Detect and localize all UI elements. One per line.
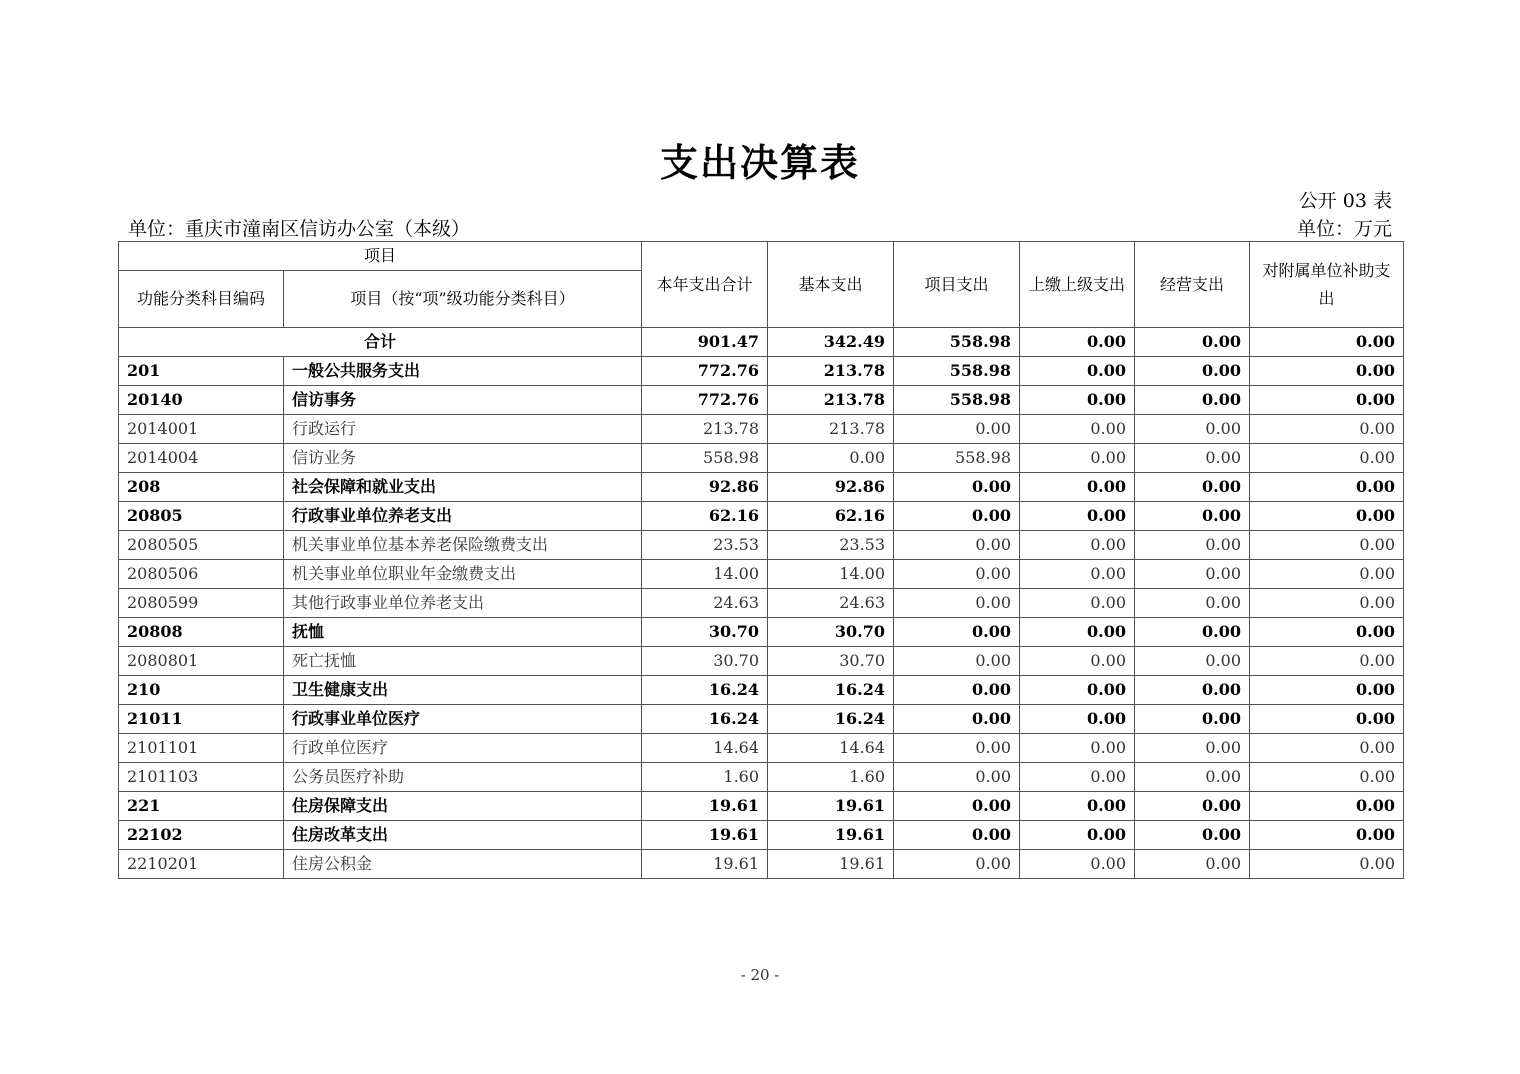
row-code: 2101103 <box>119 763 284 792</box>
row-value: 62.16 <box>642 502 768 531</box>
table-row <box>119 444 1404 473</box>
row-name: 其他行政事业单位养老支出 <box>284 589 642 618</box>
row-value: 0.00 <box>1135 705 1250 734</box>
row-value: 30.70 <box>642 618 768 647</box>
row-value: 0.00 <box>1135 502 1250 531</box>
row-value: 0.00 <box>1135 821 1250 850</box>
total-cell: 0.00 <box>1250 328 1404 357</box>
table-row <box>119 386 1404 415</box>
organization-unit: 单位：重庆市潼南区信访办公室（本级） <box>128 218 471 240</box>
row-value: 0.00 <box>894 589 1020 618</box>
row-name: 住房公积金 <box>284 850 642 879</box>
row-code: 2080801 <box>119 647 284 676</box>
row-value: 0.00 <box>1250 589 1404 618</box>
row-value: 0.00 <box>768 444 894 473</box>
row-value: 0.00 <box>1135 560 1250 589</box>
row-name: 行政事业单位养老支出 <box>284 502 642 531</box>
row-value: 19.61 <box>642 792 768 821</box>
row-value: 0.00 <box>1250 357 1404 386</box>
total-cell: 0.00 <box>1135 328 1250 357</box>
row-value: 0.00 <box>894 792 1020 821</box>
row-value: 0.00 <box>1250 676 1404 705</box>
row-value: 0.00 <box>1020 821 1135 850</box>
row-code: 20140 <box>119 386 284 415</box>
row-value: 0.00 <box>1020 618 1135 647</box>
total-cell: 901.47 <box>642 328 768 357</box>
row-value: 16.24 <box>768 705 894 734</box>
row-value: 0.00 <box>1135 473 1250 502</box>
row-value: 0.00 <box>1250 821 1404 850</box>
table-row <box>119 357 1404 386</box>
row-value: 0.00 <box>1250 850 1404 879</box>
header-code: 功能分类科目编码 <box>119 271 284 328</box>
row-value: 92.86 <box>768 473 894 502</box>
row-value: 0.00 <box>894 560 1020 589</box>
row-code: 2101101 <box>119 734 284 763</box>
row-value: 0.00 <box>1020 560 1135 589</box>
row-value: 16.24 <box>642 676 768 705</box>
table-row <box>119 502 1404 531</box>
row-value: 0.00 <box>1135 386 1250 415</box>
row-value: 213.78 <box>768 386 894 415</box>
row-name: 行政运行 <box>284 415 642 444</box>
row-code: 21011 <box>119 705 284 734</box>
row-value: 30.70 <box>642 647 768 676</box>
row-value: 23.53 <box>642 531 768 560</box>
row-value: 0.00 <box>1135 531 1250 560</box>
row-value: 558.98 <box>894 386 1020 415</box>
row-value: 62.16 <box>768 502 894 531</box>
row-value: 0.00 <box>1250 763 1404 792</box>
header-name: 项目（按“项”级功能分类科目） <box>284 271 642 328</box>
row-value: 0.00 <box>1020 502 1135 531</box>
row-value: 0.00 <box>894 618 1020 647</box>
row-value: 213.78 <box>768 415 894 444</box>
currency-unit: 单位：万元 <box>1296 218 1392 240</box>
form-number: 公开 03 表 <box>1298 190 1392 212</box>
row-value: 0.00 <box>1020 415 1135 444</box>
row-value: 0.00 <box>894 647 1020 676</box>
row-code: 2080505 <box>119 531 284 560</box>
row-value: 0.00 <box>894 676 1020 705</box>
row-value: 0.00 <box>1020 531 1135 560</box>
page-title: 支出决算表 <box>659 140 860 185</box>
row-value: 0.00 <box>1020 647 1135 676</box>
total-label: 合计 <box>119 328 642 357</box>
row-value: 0.00 <box>1250 502 1404 531</box>
row-value: 0.00 <box>1250 531 1404 560</box>
row-value: 0.00 <box>1250 560 1404 589</box>
row-value: 0.00 <box>1135 444 1250 473</box>
table-row <box>119 531 1404 560</box>
row-value: 0.00 <box>1135 850 1250 879</box>
row-name: 行政事业单位医疗 <box>284 705 642 734</box>
row-value: 558.98 <box>894 444 1020 473</box>
row-value: 0.00 <box>1135 415 1250 444</box>
table-row <box>119 473 1404 502</box>
row-value: 0.00 <box>894 821 1020 850</box>
row-value: 0.00 <box>1020 705 1135 734</box>
row-code: 2080599 <box>119 589 284 618</box>
row-value: 0.00 <box>1020 473 1135 502</box>
row-code: 2014004 <box>119 444 284 473</box>
row-name: 机关事业单位职业年金缴费支出 <box>284 560 642 589</box>
row-value: 558.98 <box>894 357 1020 386</box>
header-total: 本年支出合计 <box>642 242 768 328</box>
row-value: 19.61 <box>768 792 894 821</box>
header-item: 项目 <box>119 242 642 271</box>
row-value: 14.00 <box>768 560 894 589</box>
row-code: 208 <box>119 473 284 502</box>
row-value: 0.00 <box>1250 647 1404 676</box>
header-project: 项目支出 <box>894 242 1020 328</box>
table-row <box>119 589 1404 618</box>
table-row <box>119 792 1404 821</box>
row-value: 0.00 <box>1135 763 1250 792</box>
row-value: 0.00 <box>1020 850 1135 879</box>
row-value: 0.00 <box>1250 734 1404 763</box>
table-row <box>119 647 1404 676</box>
row-name: 信访业务 <box>284 444 642 473</box>
row-value: 0.00 <box>1250 415 1404 444</box>
row-value: 30.70 <box>768 647 894 676</box>
row-value: 19.61 <box>642 850 768 879</box>
row-value: 0.00 <box>1135 792 1250 821</box>
row-code: 2080506 <box>119 560 284 589</box>
row-code: 2210201 <box>119 850 284 879</box>
row-value: 0.00 <box>894 473 1020 502</box>
row-value: 0.00 <box>894 415 1020 444</box>
row-value: 558.98 <box>642 444 768 473</box>
row-name: 公务员医疗补助 <box>284 763 642 792</box>
row-value: 0.00 <box>894 850 1020 879</box>
row-value: 0.00 <box>1020 792 1135 821</box>
table-row <box>119 560 1404 589</box>
header-basic: 基本支出 <box>768 242 894 328</box>
row-value: 0.00 <box>1020 386 1135 415</box>
table-row <box>119 618 1404 647</box>
row-name: 住房保障支出 <box>284 792 642 821</box>
row-code: 20808 <box>119 618 284 647</box>
row-value: 772.76 <box>642 357 768 386</box>
row-value: 92.86 <box>642 473 768 502</box>
row-name: 抚恤 <box>284 618 642 647</box>
row-value: 24.63 <box>768 589 894 618</box>
table-row <box>119 415 1404 444</box>
table-row <box>119 734 1404 763</box>
row-name: 社会保障和就业支出 <box>284 473 642 502</box>
row-value: 14.64 <box>768 734 894 763</box>
row-name: 住房改革支出 <box>284 821 642 850</box>
row-value: 1.60 <box>642 763 768 792</box>
total-cell: 0.00 <box>1020 328 1135 357</box>
total-cell: 558.98 <box>894 328 1020 357</box>
row-value: 0.00 <box>894 734 1020 763</box>
row-code: 2014001 <box>119 415 284 444</box>
row-value: 1.60 <box>768 763 894 792</box>
row-name: 信访事务 <box>284 386 642 415</box>
row-code: 221 <box>119 792 284 821</box>
row-value: 0.00 <box>1250 386 1404 415</box>
row-code: 201 <box>119 357 284 386</box>
row-value: 14.00 <box>642 560 768 589</box>
row-name: 一般公共服务支出 <box>284 357 642 386</box>
row-value: 19.61 <box>768 850 894 879</box>
row-value: 0.00 <box>1135 734 1250 763</box>
row-value: 0.00 <box>1135 357 1250 386</box>
row-name: 死亡抚恤 <box>284 647 642 676</box>
row-value: 213.78 <box>768 357 894 386</box>
table-row <box>119 676 1404 705</box>
row-name: 机关事业单位基本养老保险缴费支出 <box>284 531 642 560</box>
row-value: 772.76 <box>642 386 768 415</box>
header-upper: 上缴上级支出 <box>1020 242 1135 328</box>
row-value: 0.00 <box>1020 676 1135 705</box>
row-value: 0.00 <box>894 763 1020 792</box>
row-value: 30.70 <box>768 618 894 647</box>
total-cell: 342.49 <box>768 328 894 357</box>
row-value: 0.00 <box>894 502 1020 531</box>
row-value: 0.00 <box>1250 705 1404 734</box>
row-value: 19.61 <box>768 821 894 850</box>
row-value: 0.00 <box>1020 444 1135 473</box>
row-value: 0.00 <box>1135 618 1250 647</box>
row-value: 0.00 <box>1250 792 1404 821</box>
row-value: 19.61 <box>642 821 768 850</box>
table-row <box>119 850 1404 879</box>
row-value: 23.53 <box>768 531 894 560</box>
row-name: 卫生健康支出 <box>284 676 642 705</box>
row-code: 22102 <box>119 821 284 850</box>
table-row <box>119 763 1404 792</box>
row-code: 20805 <box>119 502 284 531</box>
row-value: 14.64 <box>642 734 768 763</box>
header-business: 经营支出 <box>1135 242 1250 328</box>
total-row <box>119 328 1404 357</box>
row-value: 0.00 <box>1020 763 1135 792</box>
row-value: 0.00 <box>894 531 1020 560</box>
row-code: 210 <box>119 676 284 705</box>
page-number: - 20 - <box>740 966 780 984</box>
row-value: 0.00 <box>1020 589 1135 618</box>
expenditure-table <box>118 241 1404 879</box>
row-value: 24.63 <box>642 589 768 618</box>
table-row <box>119 705 1404 734</box>
row-value: 0.00 <box>1135 676 1250 705</box>
table-row <box>119 821 1404 850</box>
row-value: 16.24 <box>768 676 894 705</box>
row-value: 0.00 <box>1250 444 1404 473</box>
row-value: 0.00 <box>1250 618 1404 647</box>
row-value: 213.78 <box>642 415 768 444</box>
row-value: 0.00 <box>1020 357 1135 386</box>
row-name: 行政单位医疗 <box>284 734 642 763</box>
row-value: 0.00 <box>1020 734 1135 763</box>
row-value: 0.00 <box>1135 589 1250 618</box>
row-value: 0.00 <box>1135 647 1250 676</box>
header-subsidy: 对附属单位补助支出 <box>1250 242 1404 328</box>
row-value: 16.24 <box>642 705 768 734</box>
row-value: 0.00 <box>1250 473 1404 502</box>
row-value: 0.00 <box>894 705 1020 734</box>
